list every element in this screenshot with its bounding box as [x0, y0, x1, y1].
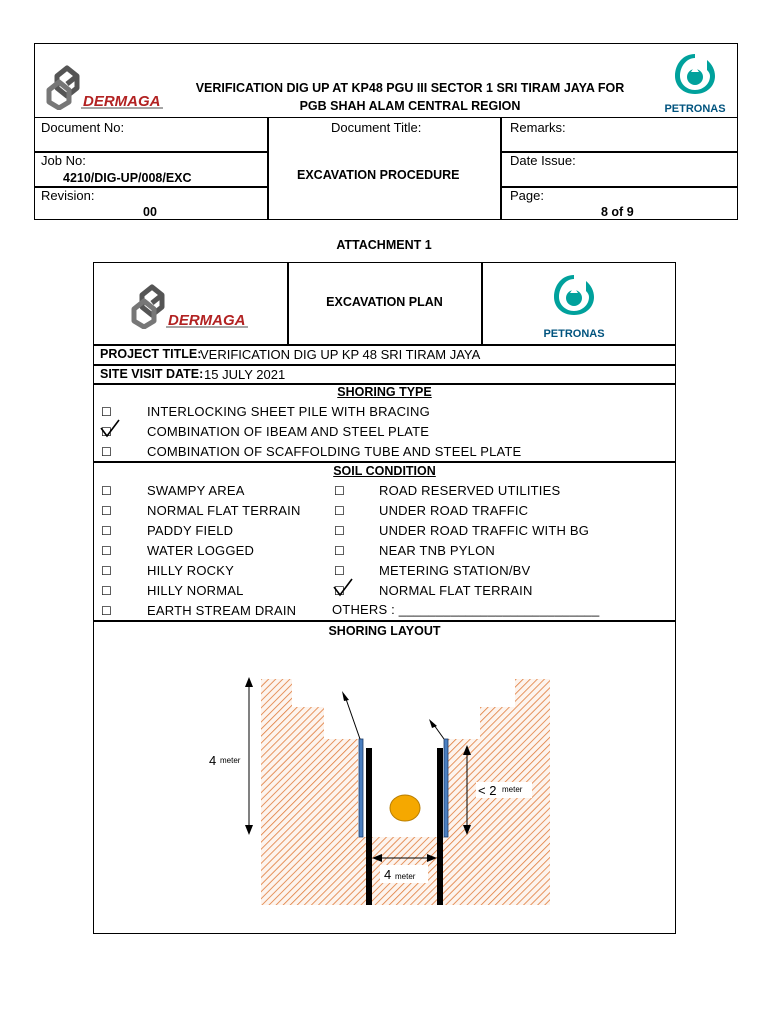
plan-petronas-logo [534, 271, 614, 343]
document-title-label: Document Title: [331, 120, 422, 135]
document-no-label: Document No: [41, 120, 125, 135]
document-main-title [175, 79, 645, 115]
side-dimension-unit: meter [502, 785, 523, 794]
checkbox[interactable]: ☐ [101, 524, 112, 538]
checkbox[interactable]: ☐ [101, 445, 112, 459]
checkbox[interactable]: ☐ [101, 504, 112, 518]
page-label: Page: [510, 188, 544, 203]
plan-petronas-logo-text: PETRONAS [543, 328, 605, 340]
right-plate-arrow [429, 719, 437, 728]
depth-dimension-number: 4 [209, 753, 217, 768]
shoring-layout-diagram [94, 641, 674, 931]
soil-left-bank [261, 679, 358, 905]
checkbox[interactable]: ☐ [101, 425, 112, 439]
checkbox[interactable]: ☐ [101, 405, 112, 419]
check-mark-icon [99, 418, 121, 445]
dermaga-logo [45, 62, 165, 110]
option-label: UNDER ROAD TRAFFIC WITH BG [379, 523, 590, 538]
option-label: EARTH STREAM DRAIN [147, 603, 297, 618]
left-ibeam [366, 748, 372, 905]
check-mark-icon [332, 577, 354, 604]
checkbox[interactable]: ☐ [334, 584, 345, 598]
others-field: OTHERS : ___________________________ [332, 602, 600, 617]
date-issue-label: Date Issue: [510, 153, 576, 168]
header-title-row [35, 44, 737, 118]
width-dimension-unit: meter [395, 872, 416, 881]
option-label: METERING STATION/BV [379, 563, 531, 578]
right-steel-plate [444, 739, 448, 837]
checkbox[interactable]: ☐ [334, 544, 345, 558]
option-label: UNDER ROAD TRAFFIC [379, 503, 529, 518]
soil-condition-heading: SOIL CONDITION [333, 464, 436, 478]
site-visit-label: SITE VISIT DATE: [100, 367, 204, 381]
option-label: ROAD RESERVED UTILITIES [379, 483, 561, 498]
option-label: WATER LOGGED [147, 543, 255, 558]
petronas-logo-text: PETRONAS [664, 103, 726, 115]
checkbox[interactable]: ☐ [334, 564, 345, 578]
title-line-2: PGB SHAH ALAM CENTRAL REGION [299, 99, 521, 113]
side-dimension-number: < 2 [478, 783, 497, 798]
document-header [34, 43, 738, 220]
width-dimension-number: 4 [384, 867, 392, 882]
option-label: NORMAL FLAT TERRAIN [379, 583, 533, 598]
option-label: HILLY NORMAL [147, 583, 244, 598]
petronas-logo [655, 50, 735, 118]
attachment-title: ATTACHMENT 1 [336, 238, 432, 252]
option-label: NORMAL FLAT TERRAIN [147, 503, 301, 518]
project-title-label: PROJECT TITLE: [100, 347, 202, 361]
right-ibeam [437, 748, 443, 905]
shoring-type-heading: SHORING TYPE [337, 385, 432, 399]
option-label: COMBINATION OF IBEAM AND STEEL PLATE [147, 424, 430, 439]
gas-pipe [390, 795, 420, 821]
job-no-label: Job No: [41, 153, 86, 168]
checkbox[interactable]: ☐ [334, 524, 345, 538]
checkbox[interactable]: ☐ [101, 544, 112, 558]
option-label: COMBINATION OF SCAFFOLDING TUBE AND STEEL PLATE [147, 444, 522, 459]
plan-dermaga-logo [130, 281, 250, 329]
left-steel-plate [359, 739, 363, 837]
revision-label: Revision: [41, 188, 95, 203]
option-label: PADDY FIELD [147, 523, 234, 538]
document-title-value: EXCAVATION PROCEDURE [297, 168, 460, 182]
excavation-plan-form [93, 262, 676, 934]
remarks-label: Remarks: [510, 120, 566, 135]
checkbox[interactable]: ☐ [334, 504, 345, 518]
checkbox[interactable]: ☐ [101, 564, 112, 578]
checkbox[interactable]: ☐ [101, 584, 112, 598]
revision-value: 00 [143, 205, 157, 219]
plan-title: EXCAVATION PLAN [326, 295, 443, 309]
option-label: SWAMPY AREA [147, 483, 245, 498]
plan-dermaga-logo-text: DERMAGA [168, 312, 246, 329]
project-title-value: VERIFICATION DIG UP KP 48 SRI TIRAM JAYA [200, 347, 481, 362]
depth-dimension-unit: meter [220, 756, 241, 765]
option-label: HILLY ROCKY [147, 563, 234, 578]
checkbox[interactable]: ☐ [101, 484, 112, 498]
title-line-1: VERIFICATION DIG UP AT KP48 PGU III SECTOR 1 SRI TIRAM JAYA FOR [195, 81, 625, 95]
dermaga-logo-text: DERMAGA [83, 93, 161, 110]
option-label: INTERLOCKING SHEET PILE WITH BRACING [147, 404, 430, 419]
checkbox[interactable]: ☐ [334, 484, 345, 498]
option-label: NEAR TNB PYLON [379, 543, 495, 558]
page-value: 8 of 9 [601, 205, 634, 219]
job-no-value: 4210/DIG-UP/008/EXC [63, 171, 192, 185]
shoring-layout-heading: SHORING LAYOUT [328, 624, 441, 638]
left-plate-arrow [342, 691, 349, 701]
checkbox[interactable]: ☐ [101, 604, 112, 618]
site-visit-value: 15 JULY 2021 [204, 367, 286, 382]
